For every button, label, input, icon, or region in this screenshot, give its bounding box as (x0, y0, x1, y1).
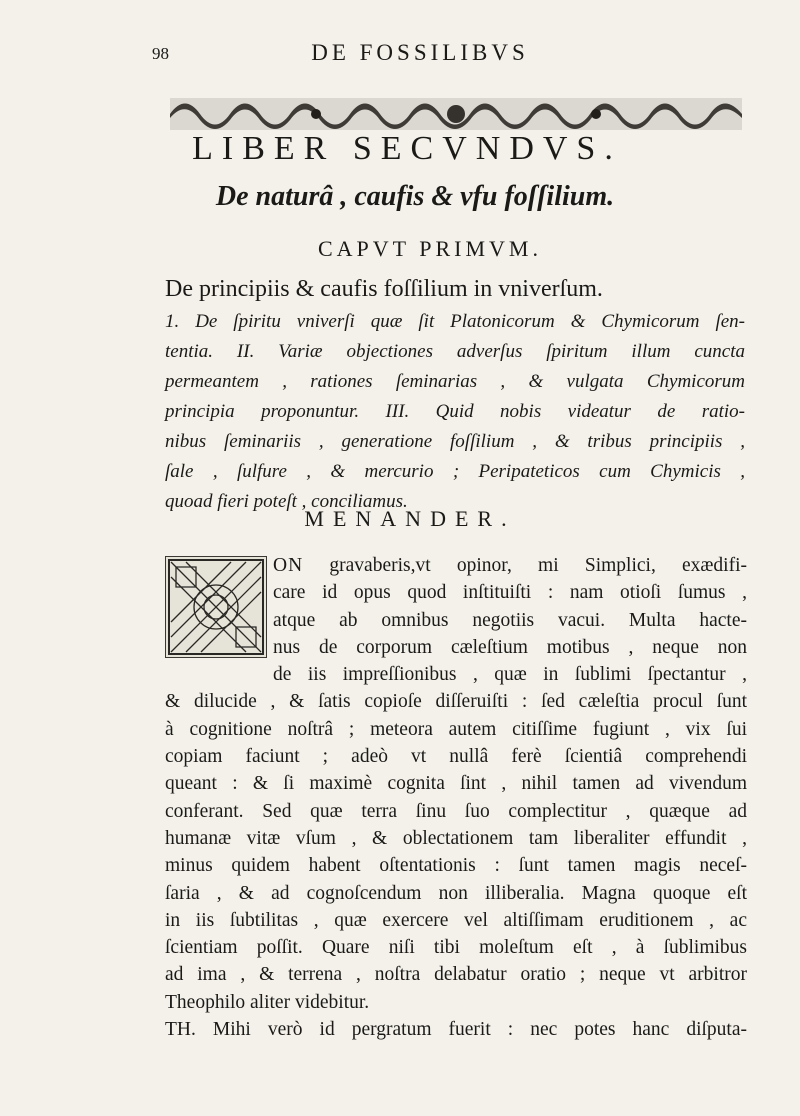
dialogue-text (165, 552, 747, 1043)
initial-letters: ON (273, 555, 304, 576)
text-line: TH. Mihi verò id pergratum fuerit : nec potes hanc diſputa- (165, 1019, 747, 1041)
text-line: copiam faciunt ; adeò vt nullâ ferè ſcientiâ comprehendi (165, 746, 747, 768)
book-heading: LIBER SECVNDVS. (192, 130, 622, 167)
book-subtitle: De naturâ , caufis & vfu foſſilium. (215, 181, 615, 212)
page-number: 98 (152, 44, 169, 63)
text-line: ON gravaberis,vt opinor, mi Simplici, exædifi- (273, 555, 748, 576)
text-line: à cognitione noſtrâ ; meteora autem citiſſime fugiunt , vix ſui (165, 718, 747, 740)
chapter-heading: CAPVT PRIMVM. (318, 236, 542, 261)
text-line: conferant. Sed quæ terra ſinu ſuo complectitur , quæque ad (165, 800, 747, 822)
text-line: ad ima , & terrena , noſtra delabatur oratio ; neque vt arbitror (165, 964, 747, 986)
text-line: ſcientiam poſſit. Quare niſi tibi moleſtum eſt , à ſublimibus (165, 937, 747, 959)
text-line: & dilucide , & ſatis copioſe diſſeruiſti : ſed cæleſtia procul ſunt (165, 691, 747, 713)
running-title: DE FOSSILIBVS (311, 40, 529, 65)
text-line: queant : & ſi maximè cognita ſint , nihil tamen ad vivendum (165, 773, 747, 795)
text-line: nus de corporum cæleſtium motibus , neque non (273, 636, 747, 658)
summary-line: ſale , ſulfure , & mercurio ; Peripateticos cum Chymicis , (165, 461, 745, 482)
summary-line: nibus ſeminariis , generatione foſſilium , & tribus principiis , (165, 431, 745, 452)
text-line: in iis ſubtilitas , quæ exercere vel altiſſimam eruditionem , ac (165, 909, 747, 931)
summary-line: permeantem , rationes ſeminarias , & vulgata Chymicorum (165, 371, 745, 392)
text-line: care id opus quod inſtituiſti : nam otioſi ſumus , (273, 582, 747, 604)
summary-line: 1. De ſpiritu vniverſi quæ ſit Platonicorum & Chymicorum ſen- (165, 311, 745, 332)
text-line: de iis impreſſionibus , quæ in ſublimi ſpectantur , (273, 664, 747, 686)
text-line: atque ab omnibus negotiis vacui. Multa hacte- (273, 609, 747, 631)
chapter-summary (165, 307, 745, 517)
summary-line: quoad fieri poteſt , conciliamus. (165, 491, 408, 512)
text-line: humanæ vitæ vſum , & oblectationem tam liberaliter effundit , (165, 827, 747, 849)
text-line: ſaria , & ad cognoſcendum non illiberalia. Magna quoque eſt (165, 882, 747, 904)
summary-line: principia proponuntur. III. Quid nobis videatur de ratio- (165, 401, 745, 422)
text-line: minus quidem habent oſtentationis : ſunt tamen magis neceſ- (165, 855, 747, 877)
ornamental-band (170, 98, 742, 130)
summary-line: tentia. II. Variæ objectiones adverſus ſpiritum illum cuncta (165, 341, 745, 362)
chapter-title: De principiis & caufis foſſilium in vniverſum. (165, 276, 603, 302)
speaker-name: MENANDER. (304, 506, 516, 531)
text-line: Theophilo aliter videbitur. (165, 991, 370, 1013)
